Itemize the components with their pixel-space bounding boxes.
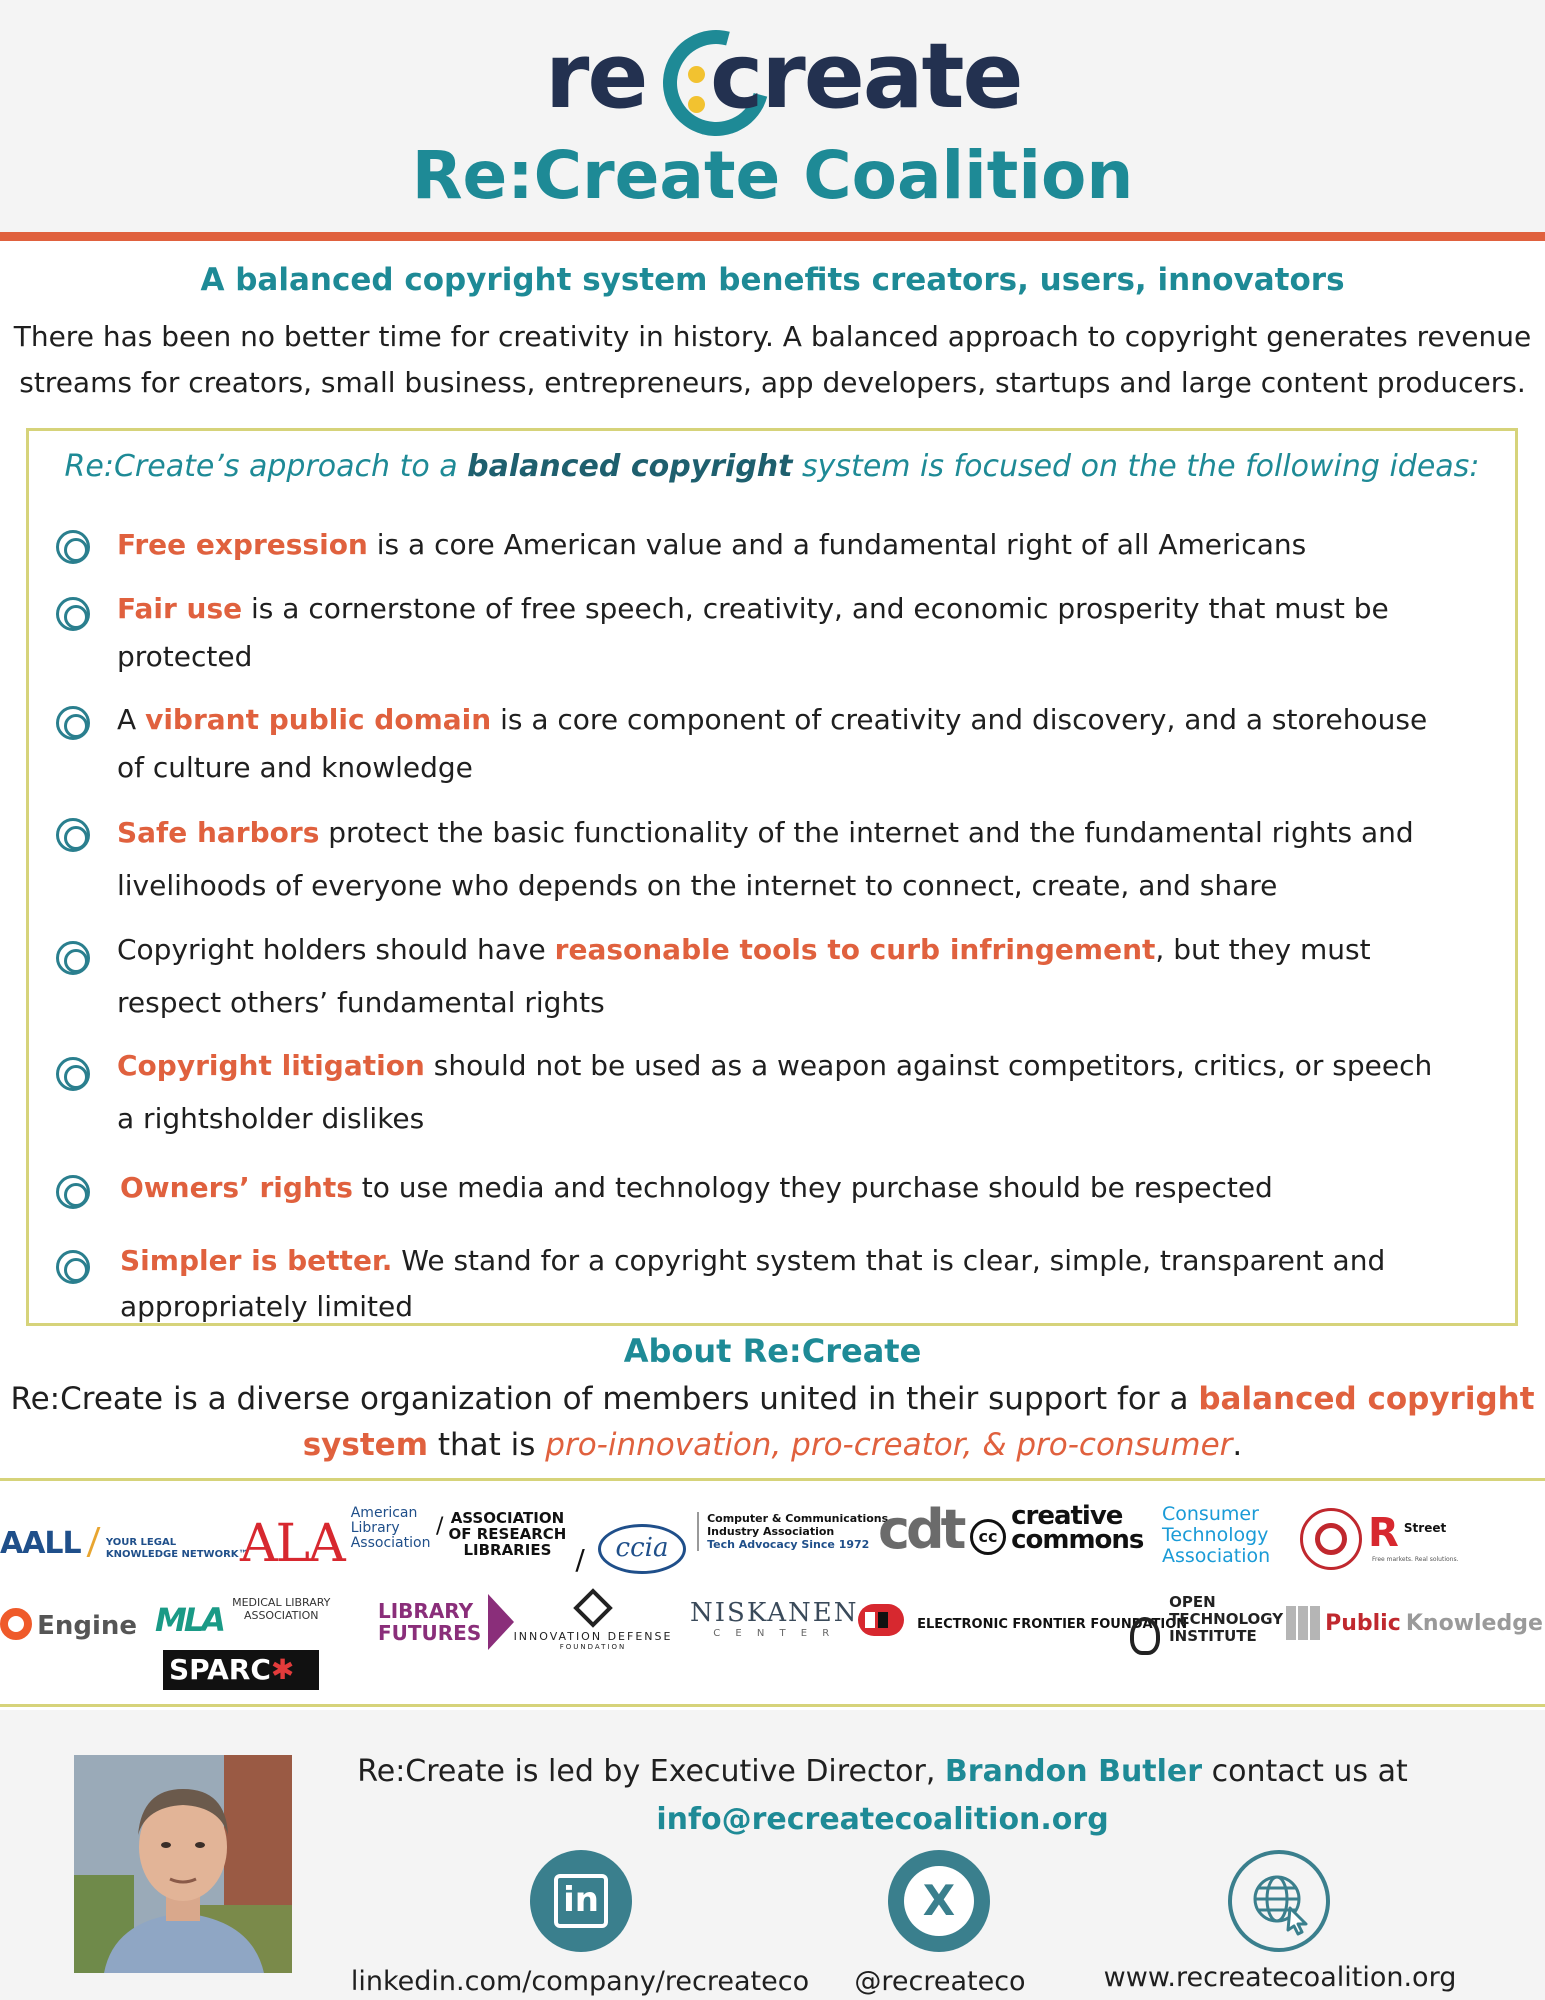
aall-logo: AALL YOUR LEGAL KNOWLEDGE NETWORK™	[0, 1526, 249, 1561]
innovation-defense-foundation-logo: INNOVATION DEFENSE FOUNDATION	[508, 1588, 678, 1651]
logo-colon-dot-top	[688, 66, 705, 83]
mla-logo: MLA MEDICAL LIBRARY ASSOCIATION	[155, 1596, 331, 1639]
circle-bullet-icon	[56, 706, 90, 740]
header	[0, 0, 1545, 232]
logo-colon-dot-bottom	[688, 96, 705, 113]
circle-bullet-icon	[56, 597, 90, 631]
circle-bullet-icon	[56, 1250, 90, 1284]
idea-text: Simpler is better. We stand for a copyright system that is clear, simple, transparent and appropriately limited	[120, 1244, 1386, 1323]
sparc-logo: SPARC✱	[163, 1650, 319, 1690]
about-body	[0, 1376, 1545, 1468]
idea-highlight: Free expression	[117, 528, 368, 561]
recreate-logo	[545, 18, 1022, 136]
director-name: Brandon Butler	[944, 1754, 1203, 1789]
diamond-icon	[573, 1588, 613, 1628]
linkedin-glyph: in	[554, 1874, 608, 1928]
logos-divider-bottom	[0, 1704, 1545, 1707]
idea-text: Safe harbors protect the basic functionality of the internet and the fundamental rights and livelihoods of everyone who depends on the internet to connect, create, and share	[117, 816, 1414, 902]
public-knowledge-logo: Public Knowledge	[1286, 1606, 1543, 1640]
lightbulb-icon	[1130, 1617, 1160, 1655]
idea-highlight: Simpler is better.	[120, 1244, 393, 1277]
globe-icon[interactable]	[1228, 1850, 1330, 1952]
portrait-image	[74, 1755, 292, 1973]
arl-logo: / ASSOCIATION OF RESEARCH LIBRARIES /	[436, 1509, 585, 1576]
engine-logo: Engine	[0, 1608, 137, 1641]
grid-mark-icon	[1286, 1606, 1320, 1640]
engine-gear-icon	[0, 1608, 32, 1640]
member-logos	[0, 1484, 1545, 1706]
circle-bullet-icon	[56, 1057, 90, 1091]
idea-text: A vibrant public domain is a core component of creativity and discovery, and a storehouse of culture and knowledge	[117, 703, 1428, 784]
lead-line-2: streams for creators, small business, entrepreneurs, app developers, startups and large content producers.	[19, 366, 1526, 399]
page-title: Re:Create Coalition	[411, 137, 1134, 214]
about-line-2: system that is pro-innovation, pro-creator, & pro-consumer.	[302, 1427, 1243, 1463]
creative-commons-logo: cc creative commons	[970, 1504, 1143, 1555]
header-divider	[0, 232, 1545, 241]
eff-mark-icon	[858, 1604, 904, 1636]
x-handle-link[interactable]: @recreateco	[854, 1966, 1026, 1997]
idea-text: Owners’ rights to use media and technology they purchase should be respected	[120, 1171, 1273, 1204]
open-technology-institute-logo: OPEN TECHNOLOGY INSTITUTE	[1130, 1594, 1283, 1655]
idea-highlight: Owners’ rights	[120, 1171, 353, 1204]
circle-bullet-icon	[56, 1175, 90, 1209]
ideas-intro-post: system is focused on the the following ideas:	[792, 449, 1480, 484]
niskanen-center-logo: NISKANEN C E N T E R	[690, 1598, 859, 1639]
ccia-logo: ccia Computer & Communications Industry Association Tech Advocacy Since 1972	[598, 1512, 888, 1574]
lead-body	[0, 314, 1545, 406]
circle-bullet-icon	[56, 818, 90, 852]
logo-re: re	[545, 24, 647, 129]
consumer-technology-association-logo: Consumer Technology Association	[1162, 1503, 1271, 1567]
ideas-intro-pre: Re:Create’s approach to a	[64, 449, 468, 484]
cdt-logo: cdt	[878, 1498, 963, 1561]
linkedin-link[interactable]: linkedin.com/company/recreateco	[350, 1966, 810, 1997]
linkedin-icon[interactable]	[530, 1850, 632, 1952]
lead-line-1: There has been no better time for creativity in history. A balanced approach to copyright generates revenue	[13, 320, 1532, 353]
lead-heading: A balanced copyright system benefits creators, users, innovators	[200, 262, 1345, 298]
about-line-1: Re:Create is a diverse organization of members united in their support for a balanced copyright	[10, 1381, 1535, 1417]
footer	[0, 1710, 1545, 2000]
eff-logo: ELECTRONIC FRONTIER FOUNDATION	[858, 1604, 1187, 1636]
contact-email-link[interactable]: info@recreatecoalition.org	[656, 1802, 1109, 1837]
r-street-logo: R $^{Street}$ Free markets. Real solutions.	[1368, 1510, 1459, 1563]
ideas-box	[26, 428, 1518, 1326]
idea-text: Copyright holders should have reasonable tools to curb infringement, but they must respect others’ fundamental rights	[117, 933, 1371, 1019]
ala-logo: ALA American Library Association	[240, 1505, 431, 1574]
circle-bullet-icon	[56, 941, 90, 975]
idea-highlight: Fair use	[117, 592, 243, 625]
circle-bullet-icon	[56, 530, 90, 564]
about-heading: About Re:Create	[623, 1332, 922, 1370]
idea-text: Copyright litigation should not be used as a weapon against competitors, critics, or speech a rightsholder dislikes	[117, 1049, 1433, 1135]
x-icon[interactable]	[888, 1850, 990, 1952]
x-glyph: X	[922, 1876, 956, 1925]
idea-text: Fair use is a cornerstone of free speech, creativity, and economic prosperity that must be protected	[117, 592, 1389, 673]
idea-highlight: vibrant public domain	[145, 703, 492, 736]
director-photo	[74, 1755, 292, 1973]
logos-divider-top	[0, 1478, 1545, 1481]
ideas-intro-bold: balanced copyright	[467, 449, 793, 484]
ideas-intro	[29, 449, 1515, 484]
website-link[interactable]: www.recreatecoalition.org	[1103, 1962, 1457, 1993]
idea-highlight: reasonable tools to curb infringement	[554, 933, 1156, 966]
idea-text: Free expression is a core American value and a fundamental right of all Americans	[117, 528, 1307, 561]
director-line: Re:Create is led by Executive Director, Brandon Butler contact us at	[357, 1754, 1408, 1789]
idea-highlight: Copyright litigation	[117, 1049, 425, 1082]
logo-create: create	[710, 24, 1022, 129]
idea-highlight: Safe harbors	[117, 816, 320, 849]
library-futures-logo: LIBRARY FUTURES	[378, 1594, 514, 1650]
ift-seal-logo	[1300, 1508, 1362, 1570]
